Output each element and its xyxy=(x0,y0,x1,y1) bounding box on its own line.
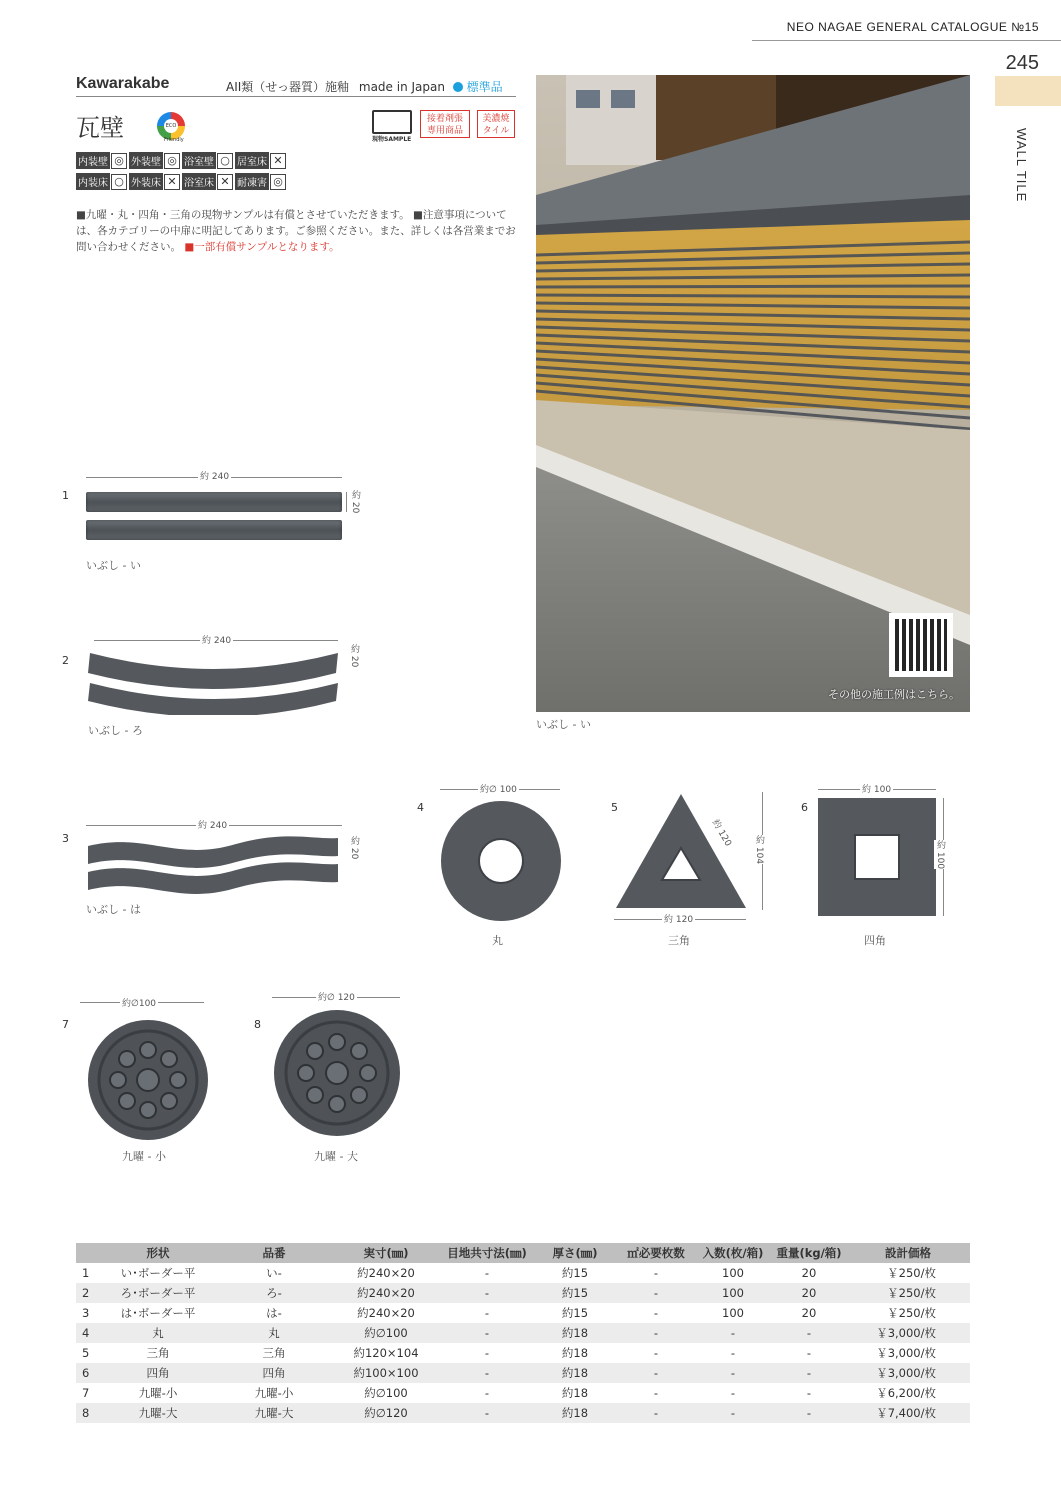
column-header xyxy=(76,1243,98,1263)
usage-mark: ○ xyxy=(111,174,127,190)
product-name-en: Kawarakabe xyxy=(76,75,170,92)
table-cell: - xyxy=(618,1323,694,1343)
table-cell: - xyxy=(618,1363,694,1383)
table-cell: 九曜-大 xyxy=(98,1403,218,1423)
page-color-band xyxy=(995,76,1061,106)
round-tile xyxy=(440,800,562,922)
table-cell: ￥6,200/枚 xyxy=(876,1386,936,1400)
kuyou-large-tile xyxy=(272,1008,402,1138)
table-cell: ￥3,000/枚 xyxy=(846,1363,970,1383)
item-caption: 三角 xyxy=(668,934,690,947)
adhesive-only-badge: 接着剤張 専用商品 xyxy=(420,110,470,138)
header-divider xyxy=(752,40,1061,41)
table-cell: 約18 xyxy=(561,1346,589,1360)
table-cell: 7 xyxy=(82,1386,90,1400)
column-header: 形状 xyxy=(98,1243,218,1263)
usage-label: 居室床 xyxy=(235,152,269,169)
item-number: 1 xyxy=(62,489,69,502)
catalogue-title: NEO NAGAE GENERAL CATALOGUE №15 xyxy=(786,20,1039,34)
table-row xyxy=(76,1323,970,1343)
table-row xyxy=(76,1363,970,1383)
item-number: 2 xyxy=(62,654,69,667)
table-cell: 約240×20 xyxy=(357,1266,415,1280)
table-cell: - xyxy=(806,1346,812,1360)
table-cell: 約15 xyxy=(532,1283,618,1303)
table-cell: は- xyxy=(266,1306,282,1320)
column-header: 目地共寸法(㎜) xyxy=(442,1243,532,1263)
table-row xyxy=(76,1383,970,1403)
width-dimension: 約 240 xyxy=(198,469,231,482)
usage-row-2 xyxy=(76,173,288,190)
height-dimension: 約 100 xyxy=(935,840,945,870)
column-header: 厚さ(㎜) xyxy=(532,1243,618,1263)
table-cell: - xyxy=(806,1386,812,1400)
eco-friendly-label: ECO Friendly xyxy=(164,119,178,133)
curved-tile-ro xyxy=(86,645,342,715)
usage-mark: ✕ xyxy=(270,153,286,169)
table-cell: - xyxy=(484,1306,490,1320)
table-cell: 丸 xyxy=(98,1323,218,1343)
product-classification-line xyxy=(226,78,503,95)
table-cell: - xyxy=(653,1346,659,1360)
table-cell: - xyxy=(442,1363,532,1383)
table-cell: - xyxy=(442,1283,532,1303)
usage-mark: ◎ xyxy=(111,153,127,169)
usage-mark: ✕ xyxy=(217,174,233,190)
table-cell: 100 xyxy=(722,1266,744,1280)
table-cell: 約15 xyxy=(561,1306,589,1320)
height-dimension: 約 20 xyxy=(349,644,359,668)
wave-tile-ha xyxy=(86,832,342,896)
product-name-jp: 瓦壁 xyxy=(76,114,124,142)
table-cell: - xyxy=(618,1283,694,1303)
table-cell: ￥250/枚 xyxy=(887,1306,936,1320)
table-header-row xyxy=(76,1243,970,1263)
table-row xyxy=(76,1303,970,1323)
table-row xyxy=(76,1403,970,1423)
table-cell: - xyxy=(484,1346,490,1360)
table-cell: 20 xyxy=(801,1306,817,1320)
usage-mark: ◎ xyxy=(270,174,286,190)
table-cell: - xyxy=(694,1403,772,1423)
notes-paragraph xyxy=(76,207,521,255)
item-number: 7 xyxy=(62,1018,69,1031)
item-caption: いぶし - ろ xyxy=(88,724,143,737)
width-dimension: 約 120 xyxy=(662,912,695,925)
height-dimension: 約 20 xyxy=(350,490,360,514)
column-header: 重量(kg/箱) xyxy=(772,1243,846,1263)
table-cell: 3 xyxy=(82,1306,90,1320)
table-cell: ￥3,000/枚 xyxy=(876,1346,936,1360)
column-header: 設計価格 xyxy=(846,1243,970,1263)
table-cell: - xyxy=(484,1386,490,1400)
item-caption: いぶし - い xyxy=(86,559,141,572)
table-cell: - xyxy=(694,1363,772,1383)
usage-label: 内装壁 xyxy=(76,152,110,169)
table-cell: 丸 xyxy=(218,1323,330,1343)
width-dimension: 約∅ 100 xyxy=(478,782,519,795)
table-cell: 2 xyxy=(76,1283,98,1303)
usage-mark: ◎ xyxy=(164,153,180,169)
column-header: ㎡必要枚数 xyxy=(618,1243,694,1263)
width-dimension: 約 240 xyxy=(200,633,233,646)
table-cell: ￥7,400/枚 xyxy=(846,1403,970,1423)
notes-red: ■一部有償サンプルとなります。 xyxy=(184,241,340,253)
table-cell: - xyxy=(653,1266,659,1280)
sample-label: 現物SAMPLE xyxy=(372,136,412,143)
mino-tile-badge: 美濃焼 タイル xyxy=(477,110,515,138)
table-cell: は･ボーダー平 xyxy=(120,1306,196,1320)
table-cell: - xyxy=(618,1403,694,1423)
title-divider xyxy=(76,96,516,97)
column-header: 実寸(㎜) xyxy=(330,1243,442,1263)
table-cell: - xyxy=(772,1323,846,1343)
spec-table xyxy=(76,1243,970,1423)
item-caption: いぶし - は xyxy=(86,903,141,916)
usage-label: 外装床 xyxy=(129,173,163,190)
photo-note: その他の施工例はこちら。 xyxy=(828,688,960,701)
column-header: 品番 xyxy=(218,1243,330,1263)
table-cell: - xyxy=(653,1386,659,1400)
table-cell: 100 xyxy=(694,1283,772,1303)
border-tile-i xyxy=(86,492,342,512)
table-cell: 三角 xyxy=(146,1346,170,1360)
table-cell: - xyxy=(442,1323,532,1343)
qr-code-icon[interactable] xyxy=(889,613,953,677)
item-number: 5 xyxy=(611,801,618,814)
table-cell: 四角 xyxy=(98,1363,218,1383)
table-cell: 1 xyxy=(82,1266,90,1280)
table-cell: ろ- xyxy=(218,1283,330,1303)
table-cell: - xyxy=(484,1266,490,1280)
table-cell: ￥250/枚 xyxy=(846,1283,970,1303)
width-dimension: 約∅ 120 xyxy=(316,990,357,1003)
table-cell: 約240×20 xyxy=(357,1306,415,1320)
page-number: 245 xyxy=(1005,52,1039,74)
notes-main: ■九曜・丸・四角・三角の現物サンプルは有償とさせていただきます。 ■注意事項については、各カテゴリーの中扉に明記してあります。ご参照ください。また、詳しくは各営業までお問い合わせください。 xyxy=(76,209,516,253)
table-cell: ￥250/枚 xyxy=(887,1266,936,1280)
item-caption: 丸 xyxy=(492,934,503,947)
table-cell: 100 xyxy=(722,1306,744,1320)
table-cell: 九曜-小 xyxy=(254,1386,294,1400)
item-number: 8 xyxy=(254,1018,261,1031)
standard-label: 標準品 xyxy=(466,80,503,94)
table-cell: 四角 xyxy=(218,1363,330,1383)
item-number: 6 xyxy=(801,801,808,814)
usage-label: 浴室床 xyxy=(182,173,216,190)
table-cell: ￥3,000/枚 xyxy=(846,1323,970,1343)
table-row xyxy=(76,1263,970,1283)
table-cell: い- xyxy=(266,1266,282,1280)
sample-icon xyxy=(372,110,412,143)
usage-row-1 xyxy=(76,152,288,169)
table-cell: - xyxy=(730,1386,736,1400)
table-cell: 20 xyxy=(801,1266,817,1280)
table-cell: 4 xyxy=(76,1323,98,1343)
table-cell: - xyxy=(442,1403,532,1423)
usage-label: 浴室壁 xyxy=(182,152,216,169)
table-cell: - xyxy=(653,1306,659,1320)
table-cell: 約∅100 xyxy=(330,1323,442,1343)
kuyou-small-tile xyxy=(86,1018,210,1142)
table-cell: 約120×104 xyxy=(353,1346,419,1360)
table-cell: ろ･ボーダー平 xyxy=(98,1283,218,1303)
item-number: 3 xyxy=(62,832,69,845)
triangle-tile xyxy=(614,790,748,914)
side-dimension: 約 120 xyxy=(709,818,733,849)
table-cell: 約∅100 xyxy=(364,1386,408,1400)
section-side-label: WALL TILE xyxy=(1014,128,1029,203)
table-cell: 三角 xyxy=(262,1346,286,1360)
item-caption: 四角 xyxy=(864,934,886,947)
width-dimension: 約∅100 xyxy=(120,996,158,1009)
table-cell: - xyxy=(694,1323,772,1343)
table-row xyxy=(76,1343,970,1363)
table-cell: 8 xyxy=(76,1403,98,1423)
table-cell: 九曜-小 xyxy=(138,1386,178,1400)
table-cell: 約240×20 xyxy=(330,1283,442,1303)
table-cell: 約18 xyxy=(561,1386,589,1400)
table-cell: 約18 xyxy=(532,1363,618,1383)
item-caption: 九曜 - 小 xyxy=(122,1150,166,1163)
table-cell: 約100×100 xyxy=(330,1363,442,1383)
usage-label: 内装床 xyxy=(76,173,110,190)
classification-text: AII類（せっ器質）施釉 xyxy=(226,80,350,94)
table-cell: - xyxy=(772,1363,846,1383)
standard-dot-icon xyxy=(453,82,463,92)
width-dimension: 約 100 xyxy=(860,782,893,795)
usage-label: 耐凍害 xyxy=(235,173,269,190)
table-cell: 20 xyxy=(772,1283,846,1303)
height-dimension-line xyxy=(346,492,347,512)
table-cell: 約15 xyxy=(561,1266,589,1280)
origin-text: made in Japan xyxy=(358,80,445,94)
usage-label: 外装壁 xyxy=(129,152,163,169)
table-cell: 約18 xyxy=(532,1403,618,1423)
square-tile xyxy=(818,798,938,918)
usage-mark: ○ xyxy=(217,153,233,169)
table-row xyxy=(76,1283,970,1303)
table-cell: い･ボーダー平 xyxy=(120,1266,196,1280)
table-cell: 約18 xyxy=(532,1323,618,1343)
usage-mark: ✕ xyxy=(164,174,180,190)
height-dimension: 約 104 xyxy=(754,835,764,865)
table-cell: - xyxy=(772,1403,846,1423)
height-dimension: 約 20 xyxy=(349,836,359,860)
table-cell: 九曜-大 xyxy=(218,1403,330,1423)
border-tile-i xyxy=(86,520,342,540)
column-header: 入数(枚/箱) xyxy=(694,1243,772,1263)
table-cell: 5 xyxy=(82,1346,90,1360)
table-cell: - xyxy=(730,1346,736,1360)
table-cell: 約∅120 xyxy=(330,1403,442,1423)
width-dimension: 約 240 xyxy=(196,818,229,831)
item-number: 4 xyxy=(417,801,424,814)
table-cell: 6 xyxy=(76,1363,98,1383)
item-caption: 九曜 - 大 xyxy=(314,1150,358,1163)
photo-caption: いぶし - い xyxy=(536,718,591,731)
